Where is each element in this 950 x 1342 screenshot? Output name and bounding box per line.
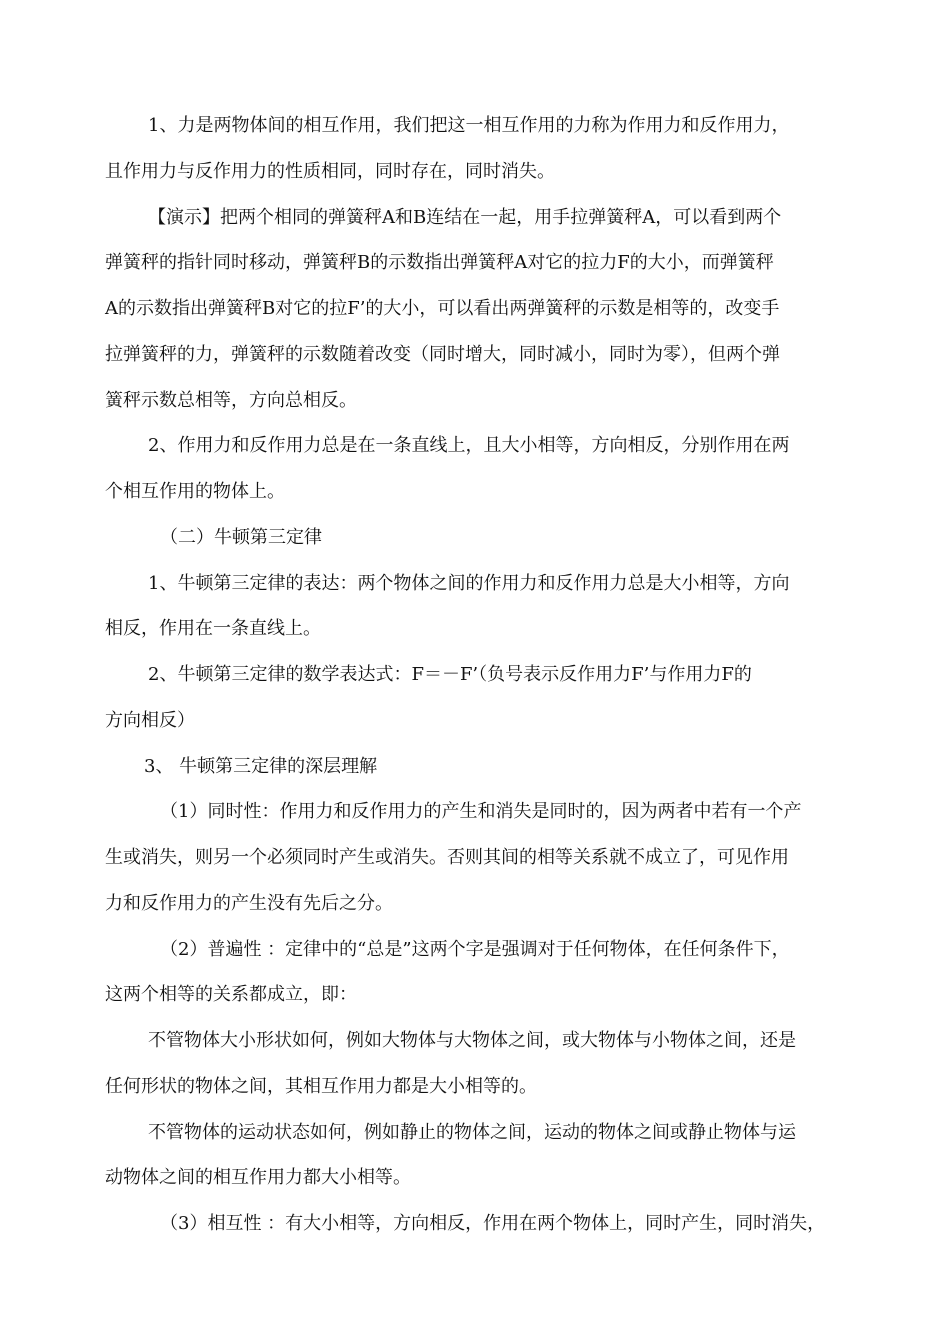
text-line: 动物体之间的相互作用力都大小相等。 [105,1167,411,1188]
text-line: 生或消失，则另一个必须同时产生或消失。否则其间的相等关系就不成立了，可见作用 [105,847,789,868]
text-line: 且作用力与反作用力的性质相同，同时存在，同时消失。 [105,161,555,182]
text-line: （3）相互性 ：有大小相等，方向相反，作用在两个物体上，同时产生，同时消失， [160,1213,826,1234]
text-line: 任何形状的物体之间，其相互作用力都是大小相等的。 [105,1076,537,1097]
text-line: 【演示】把两个相同的弹簧秤A和B连结在一起，用手拉弹簧秤A，可以看到两个 [148,207,782,228]
text-line: 方向相反） [105,710,195,731]
text-line: 簧秤示数总相等，方向总相反。 [105,390,357,411]
text-line: 拉弹簧秤的力，弹簧秤的示数随着改变（同时增大，同时减小，同时为零），但两个弹 [105,344,780,365]
text-line: A的示数指出弹簧秤B对它的拉F’的大小，可以看出两弹簧秤的示数是相等的，改变手 [105,298,780,319]
text-line: 力和反作用力的产生没有先后之分。 [105,893,393,914]
text-line: 个相互作用的物体上。 [105,481,285,502]
text-line: 不管物体的运动状态如何，例如静止的物体之间，运动的物体之间或静止物体与运 [148,1122,796,1143]
text-line: 弹簧秤的指针同时移动，弹簧秤B的示数指出弹簧秤A对它的拉力F的大小，而弹簧秤 [105,252,774,273]
text-line: 1、牛顿第三定律的表达：两个物体之间的作用力和反作用力总是大小相等，方向 [148,573,790,594]
text-line: 2、作用力和反作用力总是在一条直线上，且大小相等，方向相反，分别作用在两 [148,435,790,456]
text-line: 2、牛顿第三定律的数学表达式：F＝－F’（负号表示反作用力F’与作用力F的 [148,664,752,685]
text-line: （2）普遍性 ：定律中的“总是”这两个字是强调对于任何物体，在任何条件下， [160,939,790,960]
text-line: 1、力是两物体间的相互作用，我们把这一相互作用的力称为作用力和反作用力， [148,115,790,136]
section-heading: （二）牛顿第三定律 [160,527,322,548]
text-line: 3、 牛顿第三定律的深层理解 [144,756,378,777]
text-line: 这两个相等的关系都成立，即： [105,984,357,1005]
text-line: 不管物体大小形状如何，例如大物体与大物体之间，或大物体与小物体之间，还是 [148,1030,796,1051]
text-line: （1）同时性：作用力和反作用力的产生和消失是同时的，因为两者中若有一个产 [160,801,802,822]
text-line: 相反，作用在一条直线上。 [105,618,321,639]
